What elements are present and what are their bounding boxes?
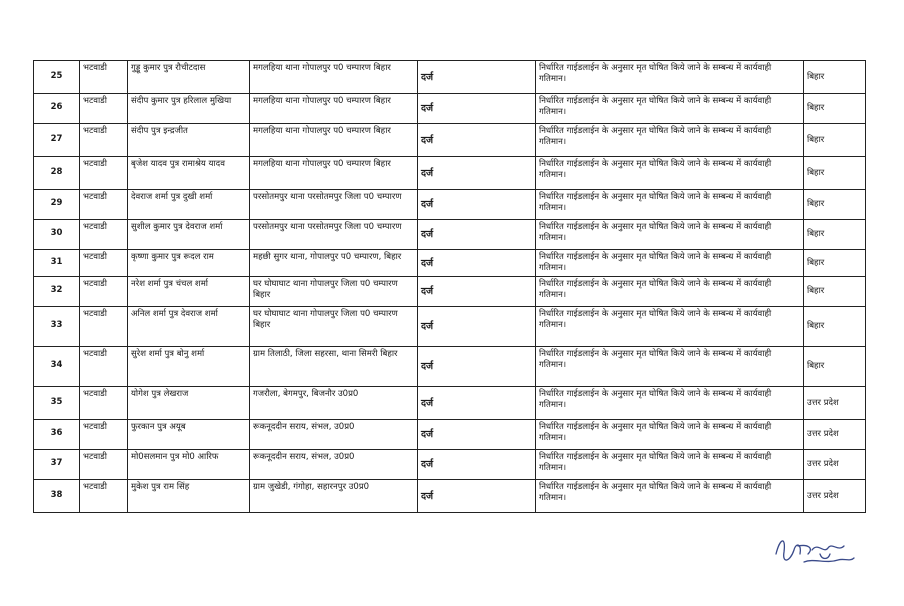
state: बिहार xyxy=(804,277,866,307)
serial-number: 37 xyxy=(34,450,80,480)
person-name: मो0सलमान पुत्र मो0 आरिफ xyxy=(128,450,250,480)
person-name: सुरेश शर्मा पुत्र बोनु शर्मा xyxy=(128,347,250,387)
case-status: दर्ज xyxy=(418,387,536,420)
state: बिहार xyxy=(804,157,866,190)
person-name: अनिल शर्मा पुत्र देवराज शर्मा xyxy=(128,307,250,347)
police-station: भटवाडी xyxy=(80,387,128,420)
serial-number: 25 xyxy=(34,61,80,94)
state: बिहार xyxy=(804,250,866,277)
serial-number: 36 xyxy=(34,420,80,450)
person-name: संदीप पुत्र इन्द्रजीत xyxy=(128,124,250,157)
table-row xyxy=(34,220,866,250)
police-station: भटवाडी xyxy=(80,94,128,124)
serial-number: 26 xyxy=(34,94,80,124)
table-row xyxy=(34,61,866,94)
police-station: भटवाडी xyxy=(80,124,128,157)
address: महछी सुगर थाना, गोपालपुर प0 चम्पारण, बिहार xyxy=(250,250,418,277)
serial-number: 28 xyxy=(34,157,80,190)
address: मगलहिया थाना गोपालपुर प0 चम्पारण बिहार xyxy=(250,124,418,157)
remark: निर्धारित गाईडलाईन के अनुसार मृत घोषित किये जाने के सम्बन्ध में कार्यवाही गतिमान। xyxy=(536,277,804,307)
police-station: भटवाडी xyxy=(80,277,128,307)
case-status: दर्ज xyxy=(418,157,536,190)
remark: निर्धारित गाईडलाईन के अनुसार मृत घोषित किये जाने के सम्बन्ध में कार्यवाही गतिमान। xyxy=(536,61,804,94)
case-status: दर्ज xyxy=(418,220,536,250)
address: घर घोघाघाट थाना गोपालपुर जिला प0 चम्पारण बिहार xyxy=(250,277,418,307)
case-status: दर्ज xyxy=(418,277,536,307)
address: ग्राम जुखेडी, गंगोहा, सहारनपुर उ0प्र0 xyxy=(250,480,418,513)
person-name: सुशील कुमार पुत्र देवराज शर्मा xyxy=(128,220,250,250)
serial-number: 30 xyxy=(34,220,80,250)
case-status: दर्ज xyxy=(418,450,536,480)
police-station: भटवाडी xyxy=(80,307,128,347)
remark: निर्धारित गाईडलाईन के अनुसार मृत घोषित किये जाने के सम्बन्ध में कार्यवाही गतिमान। xyxy=(536,220,804,250)
address: रूकनूददीन सराय, संभल, उ0प्र0 xyxy=(250,450,418,480)
state: उत्तर प्रदेश xyxy=(804,387,866,420)
state: बिहार xyxy=(804,124,866,157)
remark: निर्धारित गाईडलाईन के अनुसार मृत घोषित किये जाने के सम्बन्ध में कार्यवाही गतिमान। xyxy=(536,250,804,277)
address: घर घोघाघाट थाना गोपालपुर जिला प0 चम्पारण बिहार xyxy=(250,307,418,347)
address: मगलहिया थाना गोपालपुर प0 चम्पारण बिहार xyxy=(250,157,418,190)
case-status: दर्ज xyxy=(418,124,536,157)
address: गजरौला, बेगमपुर, बिजनौर उ0प्र0 xyxy=(250,387,418,420)
remark: निर्धारित गाईडलाईन के अनुसार मृत घोषित किये जाने के सम्बन्ध में कार्यवाही गतिमान। xyxy=(536,157,804,190)
case-status: दर्ज xyxy=(418,94,536,124)
case-status: दर्ज xyxy=(418,190,536,220)
state: बिहार xyxy=(804,220,866,250)
person-name: मुकेश पुत्र राम सिंह xyxy=(128,480,250,513)
state: उत्तर प्रदेश xyxy=(804,480,866,513)
signature xyxy=(768,524,858,574)
police-station: भटवाडी xyxy=(80,347,128,387)
serial-number: 38 xyxy=(34,480,80,513)
police-station: भटवाडी xyxy=(80,450,128,480)
table-row xyxy=(34,450,866,480)
state: बिहार xyxy=(804,190,866,220)
police-station: भटवाडी xyxy=(80,61,128,94)
remark: निर्धारित गाईडलाईन के अनुसार मृत घोषित किये जाने के सम्बन्ध में कार्यवाही गतिमान। xyxy=(536,307,804,347)
table-row xyxy=(34,157,866,190)
serial-number: 33 xyxy=(34,307,80,347)
case-status: दर्ज xyxy=(418,250,536,277)
table-row xyxy=(34,250,866,277)
case-status: दर्ज xyxy=(418,480,536,513)
address: मगलहिया थाना गोपालपुर प0 चम्पारण बिहार xyxy=(250,94,418,124)
serial-number: 31 xyxy=(34,250,80,277)
table-row xyxy=(34,190,866,220)
person-name: नरेश शर्मा पुत्र चंचल शर्मा xyxy=(128,277,250,307)
table-row xyxy=(34,347,866,387)
state: उत्तर प्रदेश xyxy=(804,450,866,480)
remark: निर्धारित गाईडलाईन के अनुसार मृत घोषित किये जाने के सम्बन्ध में कार्यवाही गतिमान। xyxy=(536,94,804,124)
person-name: बृजेश यादव पुत्र रामाश्रेय यादव xyxy=(128,157,250,190)
person-name: संदीप कुमार पुत्र हरिलाल मुखिया xyxy=(128,94,250,124)
address: परसोतमपुर थाना परसोतमपुर जिला प0 चम्पारण xyxy=(250,220,418,250)
remark: निर्धारित गाईडलाईन के अनुसार मृत घोषित किये जाने के सम्बन्ध में कार्यवाही गतिमान। xyxy=(536,450,804,480)
serial-number: 27 xyxy=(34,124,80,157)
missing-persons-table xyxy=(33,60,866,513)
table-row xyxy=(34,94,866,124)
address: मगलहिया थाना गोपालपुर प0 चम्पारण बिहार xyxy=(250,61,418,94)
state: बिहार xyxy=(804,61,866,94)
remark: निर्धारित गाईडलाईन के अनुसार मृत घोषित किये जाने के सम्बन्ध में कार्यवाही गतिमान। xyxy=(536,347,804,387)
serial-number: 29 xyxy=(34,190,80,220)
table-row xyxy=(34,124,866,157)
person-name: गुड्डू कुमार पुत्र रौचीटदास xyxy=(128,61,250,94)
case-status: दर्ज xyxy=(418,347,536,387)
table-row xyxy=(34,277,866,307)
remark: निर्धारित गाईडलाईन के अनुसार मृत घोषित किये जाने के सम्बन्ध में कार्यवाही गतिमान। xyxy=(536,480,804,513)
person-name: कृष्णा कुमार पुत्र रूदल राम xyxy=(128,250,250,277)
table-row xyxy=(34,387,866,420)
serial-number: 34 xyxy=(34,347,80,387)
state: बिहार xyxy=(804,347,866,387)
address: ग्राम तिलाठी, जिला सहरसा, थाना सिमरी बिहार xyxy=(250,347,418,387)
state: बिहार xyxy=(804,307,866,347)
state: बिहार xyxy=(804,94,866,124)
police-station: भटवाडी xyxy=(80,220,128,250)
table-row xyxy=(34,420,866,450)
police-station: भटवाडी xyxy=(80,250,128,277)
serial-number: 35 xyxy=(34,387,80,420)
police-station: भटवाडी xyxy=(80,157,128,190)
remark: निर्धारित गाईडलाईन के अनुसार मृत घोषित किये जाने के सम्बन्ध में कार्यवाही गतिमान। xyxy=(536,387,804,420)
serial-number: 32 xyxy=(34,277,80,307)
person-name: फुरकान पुत्र अयूब xyxy=(128,420,250,450)
case-status: दर्ज xyxy=(418,420,536,450)
state: उत्तर प्रदेश xyxy=(804,420,866,450)
table-row xyxy=(34,307,866,347)
police-station: भटवाडी xyxy=(80,420,128,450)
person-name: योगेश पुत्र लेखराज xyxy=(128,387,250,420)
remark: निर्धारित गाईडलाईन के अनुसार मृत घोषित किये जाने के सम्बन्ध में कार्यवाही गतिमान। xyxy=(536,190,804,220)
case-status: दर्ज xyxy=(418,61,536,94)
remark: निर्धारित गाईडलाईन के अनुसार मृत घोषित किये जाने के सम्बन्ध में कार्यवाही गतिमान। xyxy=(536,124,804,157)
police-station: भटवाडी xyxy=(80,190,128,220)
police-station: भटवाडी xyxy=(80,480,128,513)
person-name: देवराज शर्मा पुत्र दुखी शर्मा xyxy=(128,190,250,220)
remark: निर्धारित गाईडलाईन के अनुसार मृत घोषित किये जाने के सम्बन्ध में कार्यवाही गतिमान। xyxy=(536,420,804,450)
address: रूकनूददीन सराय, संभल, उ0प्र0 xyxy=(250,420,418,450)
address: परसोतमपुर थाना परसोतमपुर जिला प0 चम्पारण xyxy=(250,190,418,220)
table-row xyxy=(34,480,866,513)
case-status: दर्ज xyxy=(418,307,536,347)
